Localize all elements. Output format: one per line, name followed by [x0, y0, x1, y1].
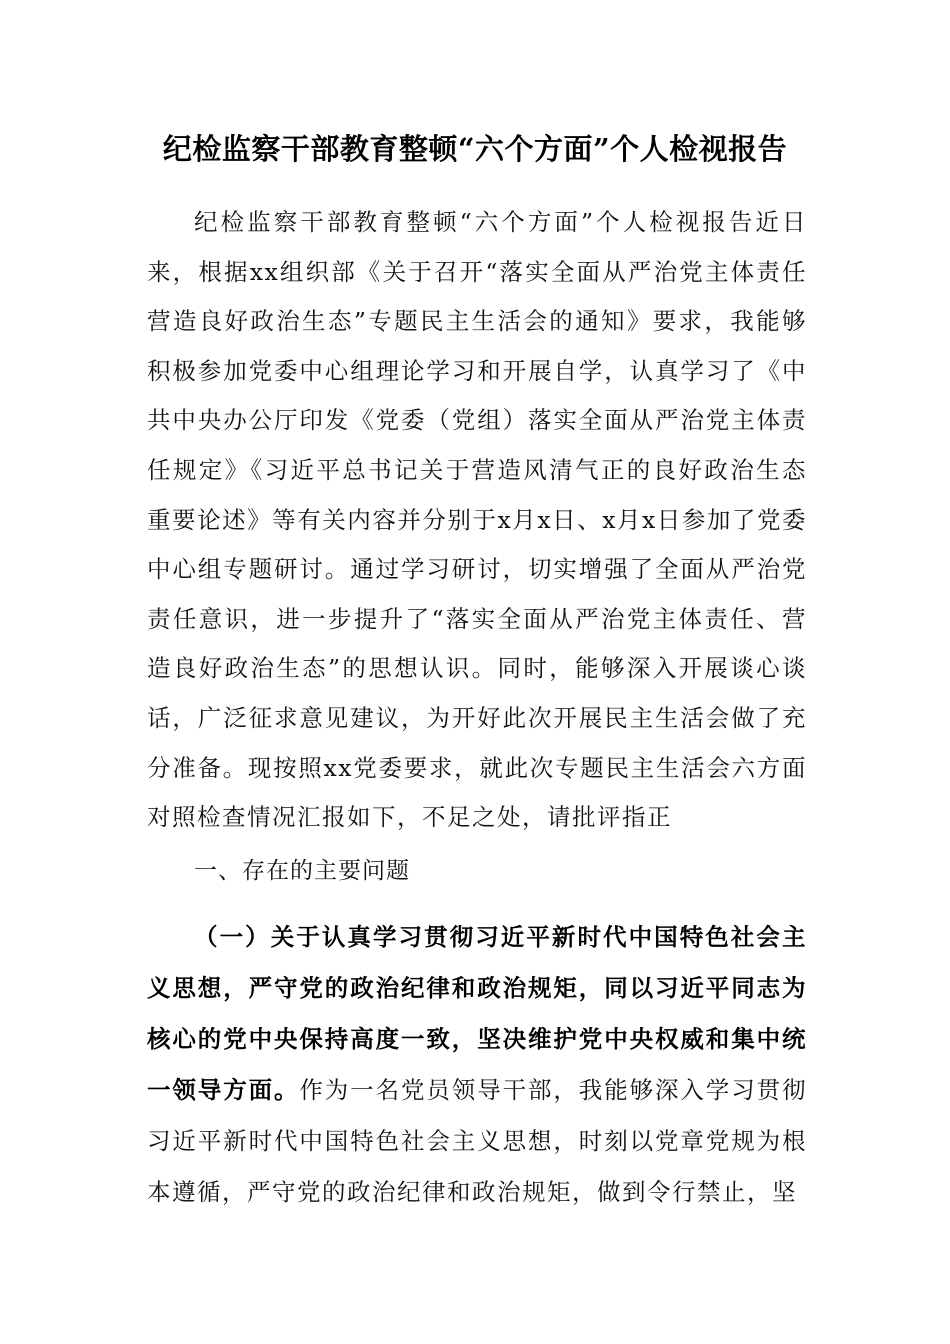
subsection-body-text: 作为一名党员领导干部，我能够深入学习贯彻习近平新时代中国特色社会主义思想，时刻以党章党规为根本遵循，严守党的政治纪律和政治规矩，做到令行禁止，坚: [147, 1076, 808, 1206]
section-heading: 一、存在的主要问题: [194, 858, 410, 884]
subsection-bold-lead: （一）关于认真学习贯彻习近平新时代中国特色社会主义思想，严守党的政治纪律和政治规矩，同以习近平同志为核心的党中央保持高度一致，坚决维护党中央权威和集中统一领导方面。: [147, 923, 807, 1104]
document-title: 纪检监察干部教育整顿“六个方面”个人检视报告: [162, 132, 788, 166]
intro-paragraph: 纪检监察干部教育整顿“六个方面”个人检视报告近日来，根据xx组织部《关于召开“落实全面从严治党主体责任营造良好政治生态”专题民主生活会的通知》要求，我能够积极参加党委中心组理论学习和开展自学，认真学习了《中共中央办公厅印发《党委（党组）落实全面从严治党主体责任规定》《习近平总书记关于营造风清气正的良好政治生态重要论述》等有关内容并分别于x月x日、x月x日参加了党委中心组专题研讨。通过学习研讨，切实增强了全面从严治党责任意识，进一步提升了“落实全面从严治党主体责任、营造良好政治生态”的思想认识。同时，能够深入开展谈心谈话，广泛征求意见建议，为开好此次开展民主生活会做了充分准备。现按照xx党委要求，就此次专题民主生活会六方面对照检查情况汇报如下，不足之处，请批评指正: [147, 208, 807, 832]
subsection-paragraph: [147, 912, 807, 1218]
